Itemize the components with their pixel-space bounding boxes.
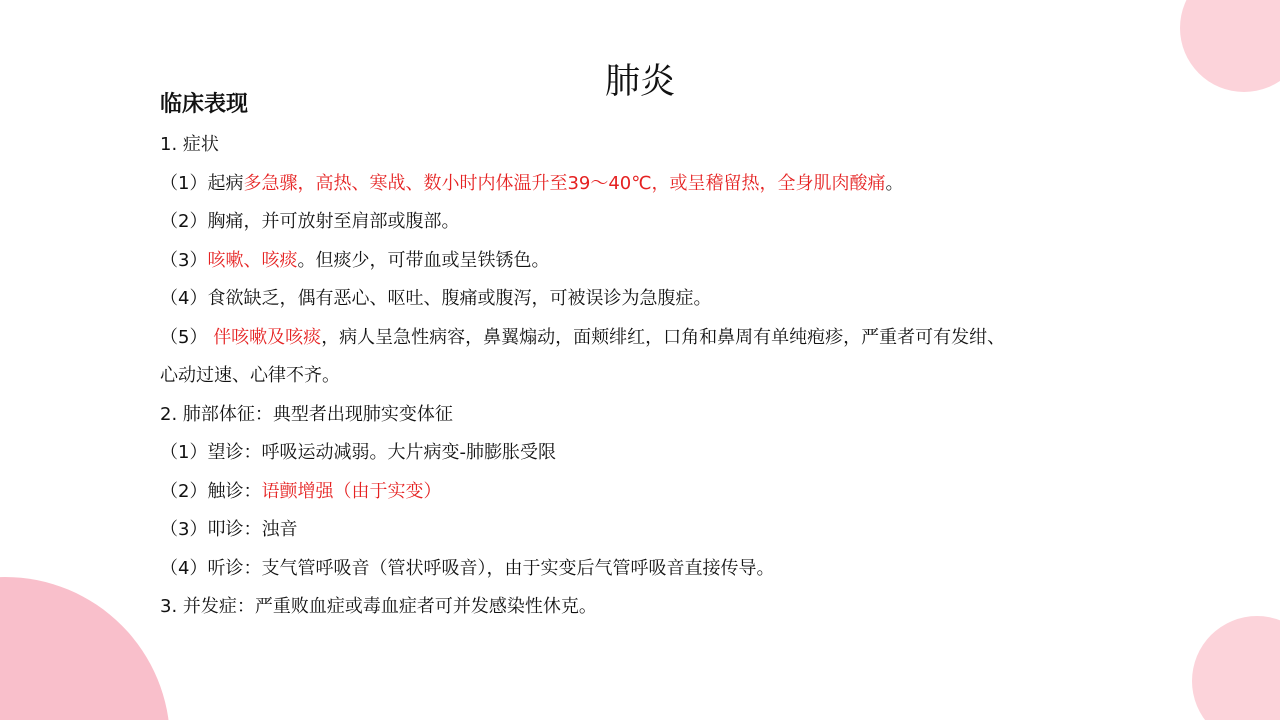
- content-line: [160, 319, 1160, 358]
- content-line: [160, 242, 1160, 281]
- content-line: [160, 473, 1160, 512]
- body-text: 。: [885, 172, 904, 194]
- content-line: [160, 588, 1160, 627]
- body-text: （2）胸痛，并可放射至肩部或腹部。: [160, 211, 460, 232]
- body-text: （3）: [160, 249, 208, 271]
- body-text: 3. 并发症：严重败血症或毒血症者可并发感染性休克。: [160, 596, 597, 617]
- content-line: [160, 126, 1160, 165]
- highlighted-text: 咳嗽、咳痰: [207, 249, 298, 271]
- body-text: 。但痰少，可带血或呈铁锈色。: [297, 249, 550, 271]
- content-line: [160, 165, 1160, 204]
- body-text: ，病人呈急性病容，鼻翼煽动，面颊绯红，口角和鼻周有单纯疱疹，严重者可有发绀、: [321, 326, 1006, 348]
- body-text: （3）叩诊：浊音: [160, 519, 298, 540]
- decorative-circle-bottom-left: [0, 577, 170, 720]
- highlighted-text: 语颤增强（由于实变）: [261, 480, 442, 502]
- body-text: 1. 症状: [160, 134, 219, 155]
- body-text: （4）听诊：支气管呼吸音（管状呼吸音），由于实变后气管呼吸音直接传导。: [160, 557, 775, 579]
- content-line: [160, 550, 1160, 589]
- slide-title: 肺炎: [604, 62, 675, 102]
- body-text: （1）起病: [160, 172, 244, 194]
- content-line: [160, 357, 1160, 396]
- content-line: [160, 511, 1160, 550]
- body-text: 2. 肺部体征：典型者出现肺实变体征: [160, 403, 453, 425]
- body-text: （4）食欲缺乏，偶有恶心、呕吐、腹痛或腹泻，可被误诊为急腹症。: [160, 288, 712, 309]
- content-line: [160, 203, 1160, 242]
- content-line: [160, 396, 1160, 435]
- body-text: （2）触诊：: [160, 480, 262, 502]
- section-heading: 临床表现: [160, 92, 249, 117]
- content-body: [160, 126, 1160, 627]
- content-line: [160, 434, 1160, 473]
- decorative-circle-bottom-right: [1192, 616, 1280, 720]
- highlighted-text: 伴咳嗽及咳痰: [213, 326, 322, 348]
- content-line: [160, 280, 1160, 319]
- body-text: 心动过速、心律不齐。: [160, 365, 340, 386]
- body-text: （1）望诊：呼吸运动减弱。大片病变-肺膨胀受限: [160, 442, 556, 463]
- body-text: （5）: [160, 326, 214, 348]
- highlighted-text: 多急骤，高热、寒战、数小时内体温升至39～40℃，或呈稽留热，全身肌肉酸痛: [243, 172, 886, 194]
